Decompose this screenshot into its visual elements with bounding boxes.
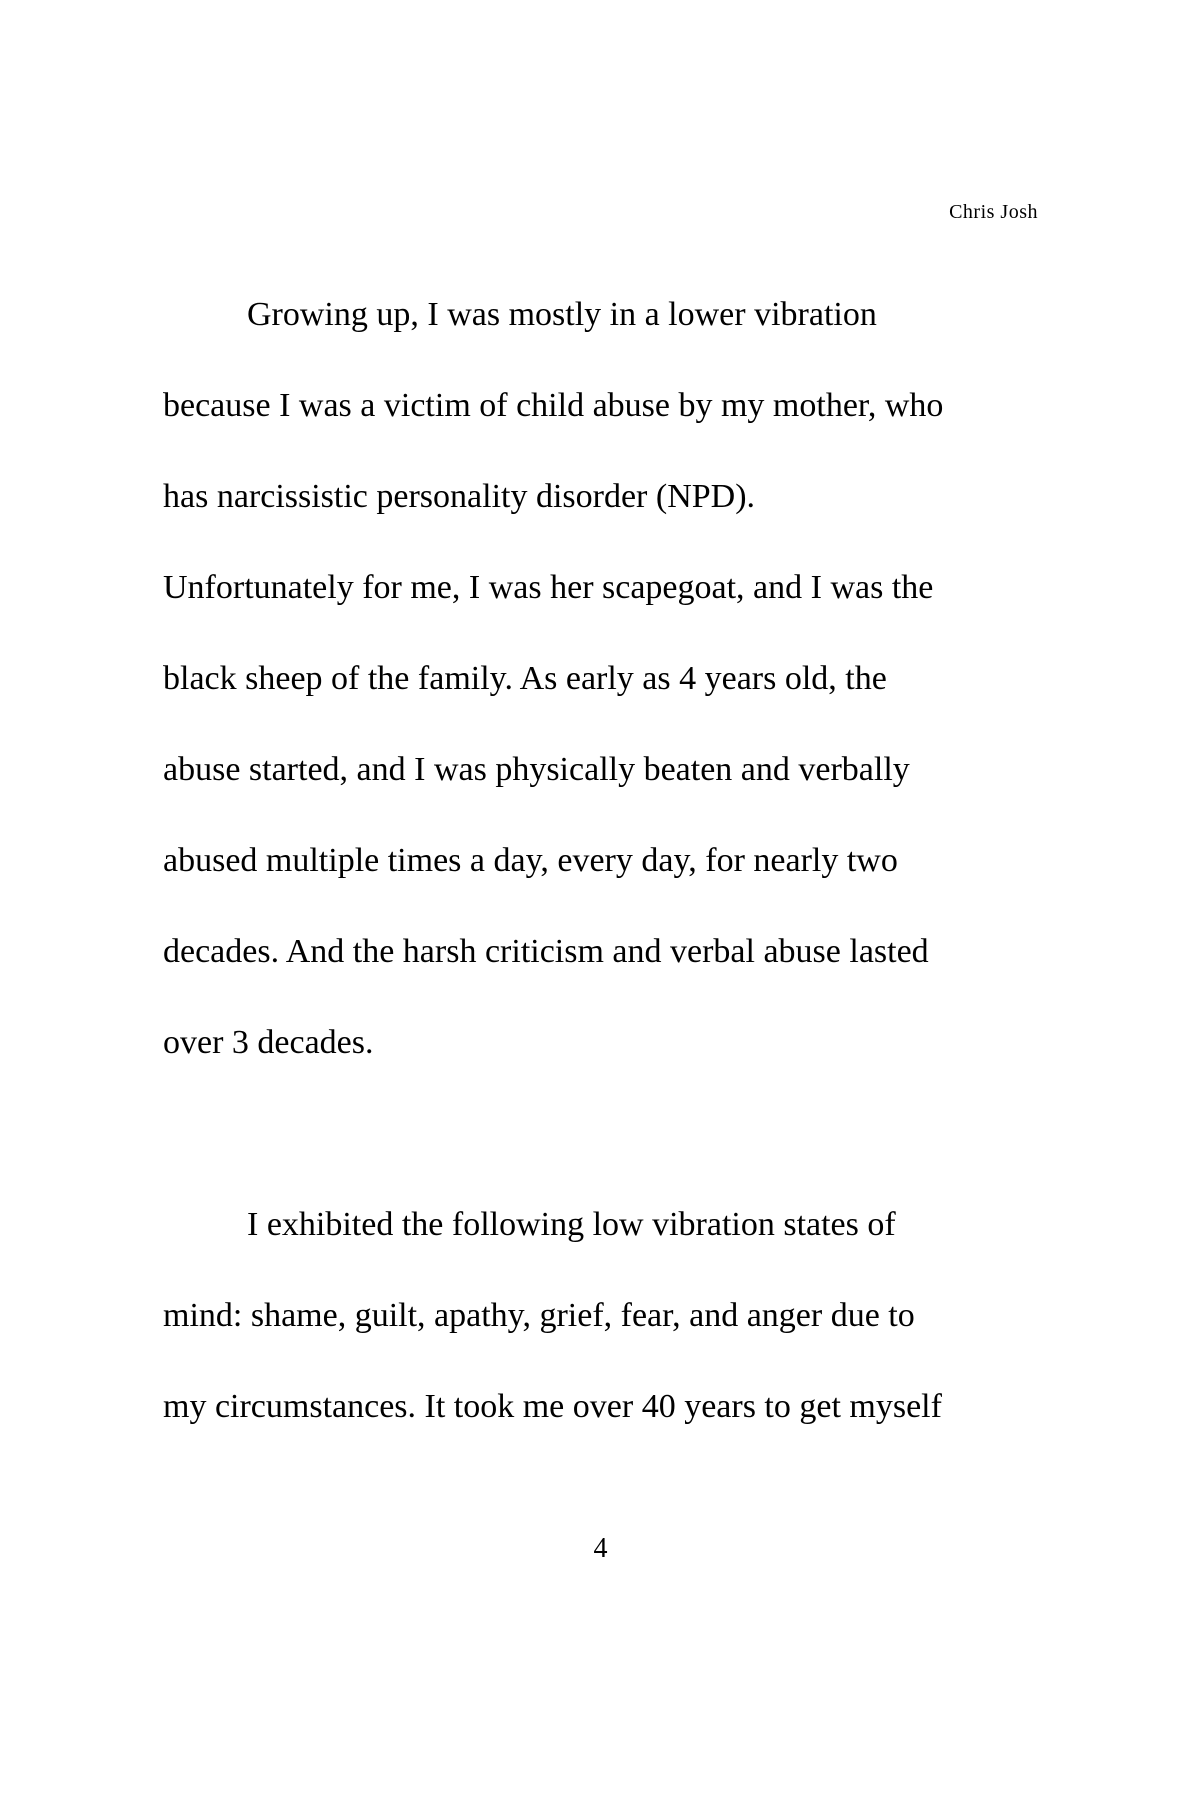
text-line: abuse started, and I was physically beaten and verbally	[163, 751, 910, 788]
paragraph	[163, 269, 1103, 1088]
text-line: Growing up, I was mostly in a lower vibration	[247, 296, 877, 333]
text-line: black sheep of the family. As early as 4 years old, the	[163, 660, 887, 697]
paragraph	[163, 1179, 1103, 1452]
page-number: 4	[593, 1533, 608, 1564]
running-header: Chris Josh	[949, 201, 1038, 223]
text-line: I exhibited the following low vibration states of	[247, 1206, 896, 1243]
text-line: mind: shame, guilt, apathy, grief, fear, and anger due to	[163, 1297, 915, 1334]
body-text	[163, 269, 1103, 1452]
text-line: over 3 decades.	[163, 1024, 374, 1061]
text-line: has narcissistic personality disorder (NPD).	[163, 478, 756, 515]
text-line: decades. And the harsh criticism and verbal abuse lasted	[163, 933, 929, 970]
text-line: Unfortunately for me, I was her scapegoat, and I was the	[163, 569, 934, 606]
text-line: my circumstances. It took me over 40 years to get myself	[163, 1388, 942, 1425]
text-line: abused multiple times a day, every day, for nearly two	[163, 842, 898, 879]
text-line: because I was a victim of child abuse by my mother, who	[163, 387, 944, 424]
